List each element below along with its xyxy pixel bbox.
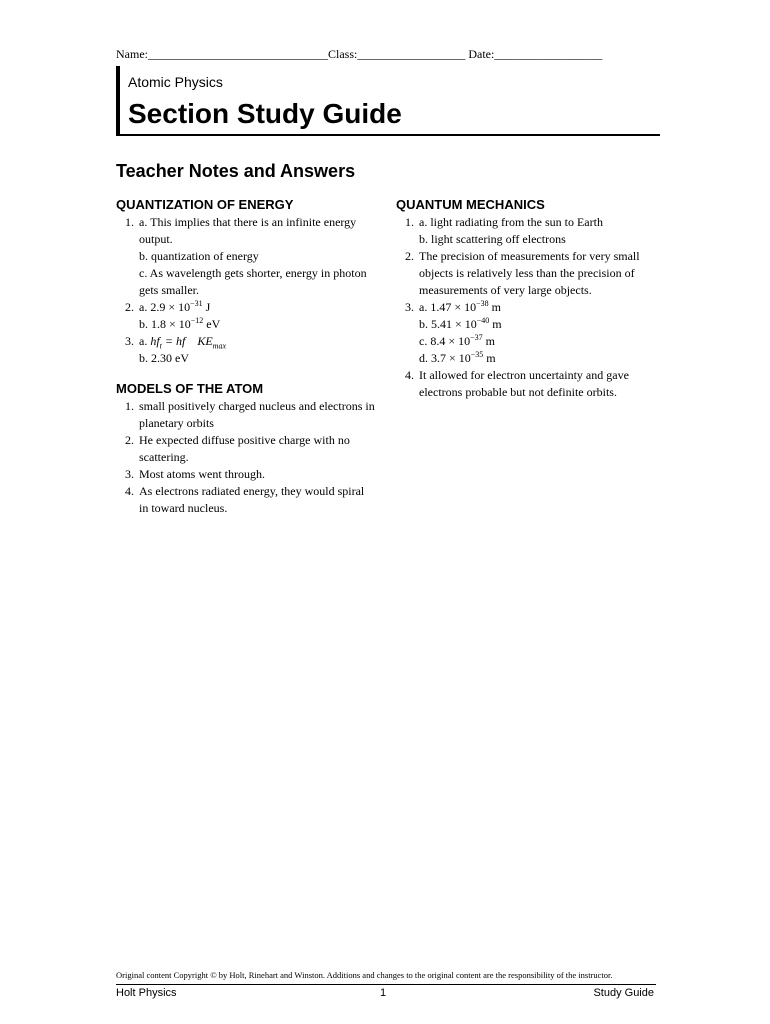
item-number: 2. [125,433,134,447]
answer-item [396,214,658,248]
answer-part: a. $1.47 \times 10^{-38}$ m [419,299,501,314]
answer-part: a. This implies that there is an infinite energy output. [139,215,357,246]
answer-item [396,367,658,401]
answer-part: a. $2.9 \times 10^{-31}$ J [139,299,211,314]
answer-text: He expected diffuse positive charge with no scattering. [139,433,350,464]
section-heading-quantization: QUANTIZATION OF ENERGY [116,197,294,212]
answer-text: Most atoms went through. [139,467,265,481]
item-number: 2. [125,300,134,314]
exponent: −12 [190,316,204,325]
name-class-date-line: Name:______________________________Class:__________________ Date:__________________ [116,47,603,61]
answer-item [116,333,376,367]
answer-part: b. $5.41 \times 10^{-40}$ m [419,316,502,331]
answer-item [396,248,658,299]
answer-part: c. $8.4 \times 10^{-37}$ m [419,333,495,348]
subject-label: Atomic Physics [128,74,223,90]
exponent: −35 [470,350,484,359]
answer-text: small positively charged nucleus and electrons in planetary orbits [139,399,375,430]
answer-item [116,299,376,333]
exponent: −37 [470,333,483,342]
right-column [396,196,658,401]
section-heading-quantum: QUANTUM MECHANICS [396,197,545,212]
answer-item [116,432,376,466]
answer-part: b. light scattering off electrons [419,232,566,246]
section-heading-models: MODELS OF THE ATOM [116,381,264,396]
answer-part: d. $3.7 \times 10^{-35}$ m [419,350,496,365]
item-number: 4. [405,368,414,382]
answer-text: It allowed for electron uncertainty and gave electrons probable but not definite orbits. [419,368,629,399]
item-number: 4. [125,484,134,498]
item-number: 3. [125,467,134,481]
item-number: 3. [125,334,134,348]
answer-part-equation: a. $hf_t$ = hf $KE_{max}$ [139,334,226,351]
exponent: −38 [476,299,489,308]
item-number: 1. [405,215,414,229]
item-number: 3. [405,300,414,314]
exponent: −40 [476,316,490,325]
answer-item [116,483,376,517]
copyright-notice: Original content Copyright © by Holt, Rinehart and Winston. Additions and changes to the original content are the responsibility of the instructor. [116,970,613,980]
header-block [116,66,660,136]
page-footer [116,984,656,1001]
item-number: 1. [125,399,134,413]
left-column [116,196,376,517]
answer-item [116,214,376,299]
answer-item [116,398,376,432]
notes-heading: Teacher Notes and Answers [116,161,356,181]
page-title: Section Study Guide [128,98,402,129]
answer-item [396,299,658,367]
answer-part: b. $1.8 \times 10^{-12}$ eV [139,316,221,331]
item-number: 1. [125,215,134,229]
answer-part: a. light radiating from the sun to Earth [419,215,603,229]
answer-text: The precision of measurements for very small objects is relatively less than the precision of measurements of very large objects. [419,249,640,297]
page-number: 1 [380,987,387,999]
footer-guide-title: Study Guide [593,987,654,999]
answer-item [116,466,376,483]
item-number: 2. [405,249,414,263]
answer-part: b. 2.30 eV [139,351,189,365]
footer-book-title: Holt Physics [116,987,177,999]
answer-text: As electrons radiated energy, they would spiral in toward nucleus. [139,484,365,515]
answer-part: c. As wavelength gets shorter, energy in photon gets smaller. [139,266,367,297]
exponent: −31 [190,299,203,308]
answer-part: b. quantization of energy [139,249,259,263]
